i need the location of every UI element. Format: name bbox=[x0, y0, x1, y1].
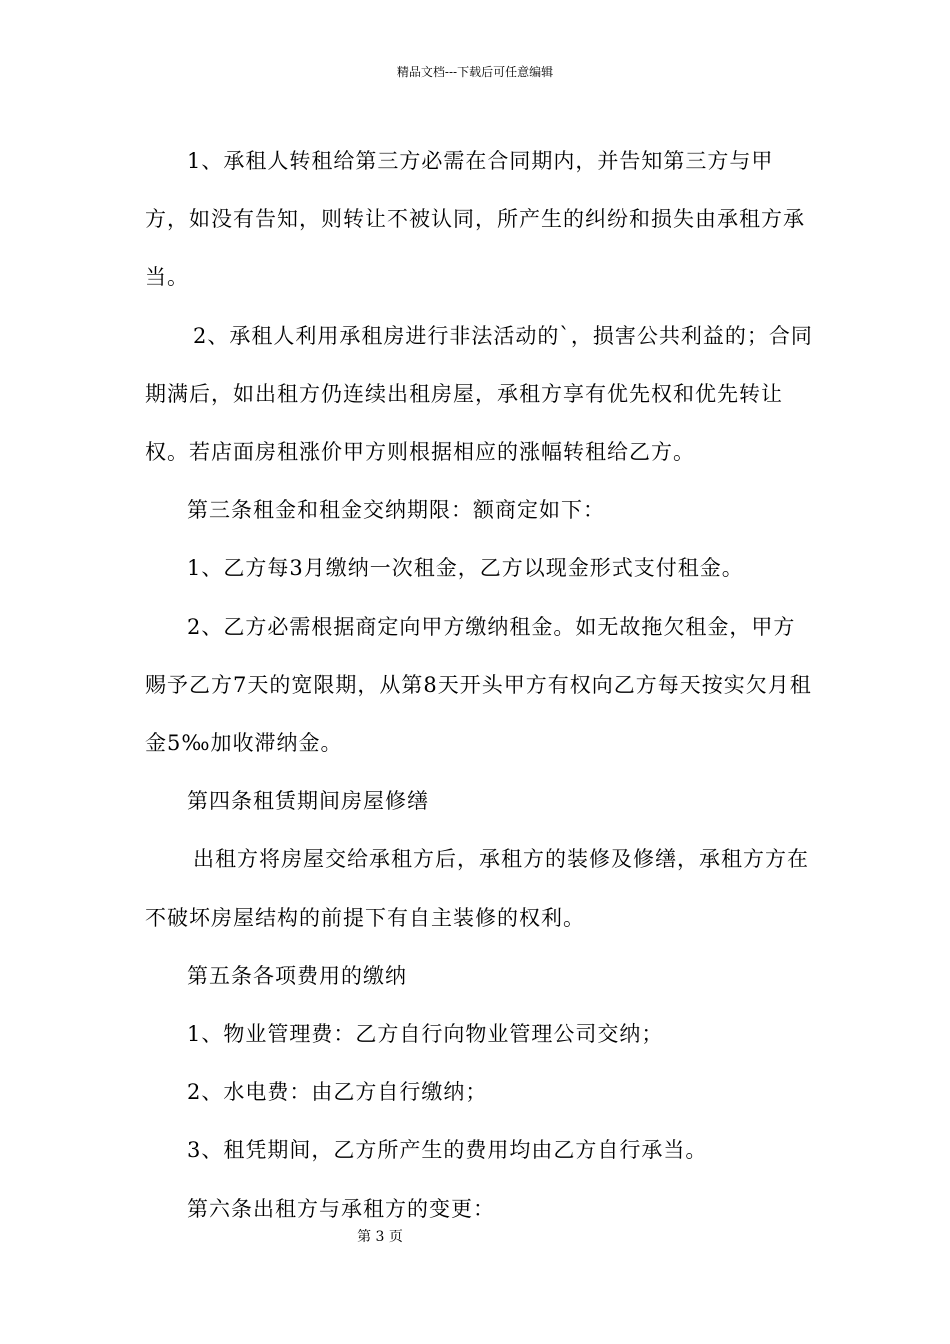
section-heading-article-3: 第三条租金和租金交纳期限：额商定如下： bbox=[187, 498, 605, 523]
paragraph-rent-payment-1: 1、乙方每3月缴纳一次租金，乙方以现金形式支付租金。 bbox=[187, 556, 744, 581]
paragraph-other-fees: 3、租凭期间，乙方所产生的费用均由乙方自行承当。 bbox=[187, 1138, 708, 1163]
paragraph-illegal-activity-clause: 2、承租人利用承租房进行非法活动的`，损害公共利益的；合同期满后，如出租方仍连续出租房屋，承租方享有优先权和优先转让权。若店面房租涨价甲方则根据相应的涨幅转租给乙方。 bbox=[145, 323, 813, 465]
paragraph-repair-clause: 出租方将房屋交给承租方后，承租方的装修及修缮，承租方方在不破坏房屋结构的前提下有自主装修的权利。 bbox=[145, 847, 809, 930]
paragraph-sublease-clause: 1、承租人转租给第三方必需在合同期内，并告知第三方与甲方，如没有告知，则转让不被认同，所产生的纠纷和损失由承租方承当。 bbox=[145, 149, 805, 290]
paragraph-property-fee: 1、物业管理费：乙方自行向物业管理公司交纳； bbox=[187, 1022, 664, 1047]
paragraph-rent-payment-2: 2、乙方必需根据商定向甲方缴纳租金。如无故拖欠租金，甲方赐予乙方7天的宽限期，从第8天开头甲方有权向乙方每天按实欠月租金5‰加收滞纳金。 bbox=[145, 614, 812, 756]
document-body bbox=[145, 132, 815, 1238]
section-heading-article-6: 第六条出租方与承租方的变更： bbox=[187, 1196, 495, 1221]
section-heading-article-5: 第五条各项费用的缴纳 bbox=[187, 963, 407, 988]
page-number: 第 3 页 bbox=[357, 1229, 403, 1245]
section-heading-article-4: 第四条租赁期间房屋修缮 bbox=[187, 789, 429, 814]
paragraph-utility-fee: 2、水电费：由乙方自行缴纳； bbox=[187, 1080, 488, 1105]
page-header: 精品文档---下载后可任意编辑 bbox=[396, 65, 554, 79]
